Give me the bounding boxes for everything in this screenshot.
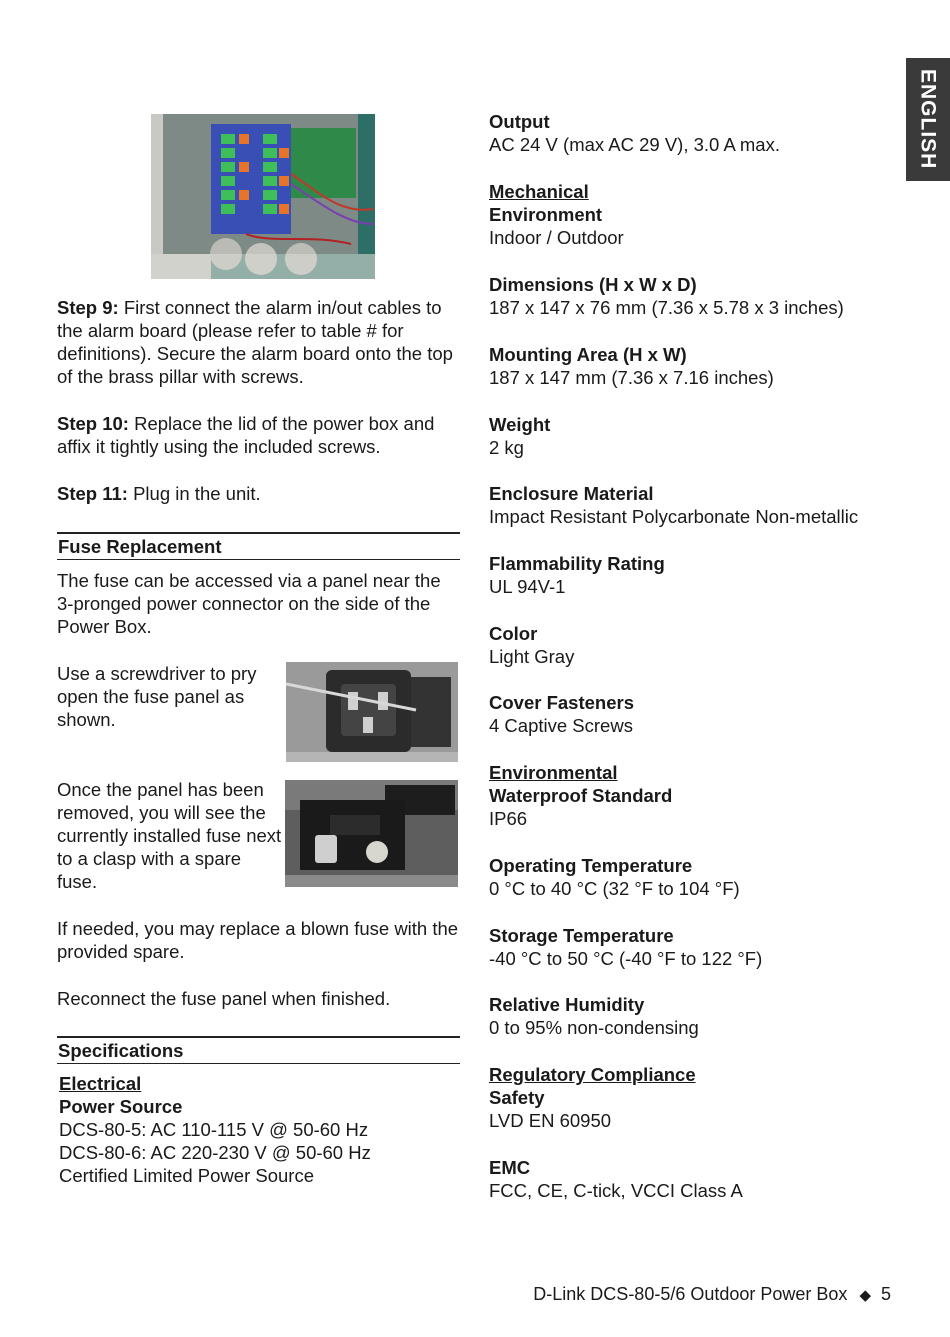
- fuse-replace-text: If needed, you may replace a blown fuse with the provided spare.: [57, 918, 459, 962]
- alarm-board-photo: [151, 114, 375, 279]
- electrical-title: Electrical: [59, 1073, 142, 1094]
- power-source-line-1: DCS-80-5: AC 110-115 V @ 50-60 Hz: [59, 1119, 369, 1140]
- spec-flammability-value: UL 94V-1: [489, 576, 566, 597]
- spec-waterproof-value: IP66: [489, 808, 528, 829]
- spec-output-label: Output: [489, 111, 550, 132]
- fuse-screwdriver-text: Use a screwdriver to pry open the fuse panel as shown.: [57, 663, 257, 730]
- spec-weight: [489, 413, 550, 459]
- fuse-reconnect-text: Reconnect the fuse panel when finished.: [57, 988, 391, 1009]
- spec-humidity-label: Relative Humidity: [489, 994, 645, 1015]
- spec-emc: [489, 1156, 743, 1202]
- regulatory-title: Regulatory Compliance: [489, 1064, 696, 1085]
- spec-operating-value: 0 °C to 40 °C (32 °F to 104 °F): [489, 878, 740, 899]
- language-tab: [906, 58, 950, 181]
- spec-fasteners: [489, 691, 634, 737]
- power-source-line-3: Certified Limited Power Source: [59, 1165, 314, 1186]
- electrical-spec: [59, 1072, 464, 1187]
- step-10-text: Replace the lid of the power box and affix it tightly using the included screws.: [57, 413, 435, 457]
- step-10: [57, 412, 457, 458]
- spec-enclosure: [489, 482, 858, 528]
- language-tab-label: ENGLISH: [916, 69, 940, 170]
- fuse-panel-photo: [286, 662, 458, 762]
- spec-environmental: [489, 761, 672, 830]
- step-11-label: Step 11:: [57, 483, 128, 504]
- spec-flammability-label: Flammability Rating: [489, 553, 665, 574]
- environmental-title: Environmental: [489, 762, 618, 783]
- spec-humidity: [489, 993, 699, 1039]
- spec-humidity-value: 0 to 95% non-condensing: [489, 1017, 699, 1038]
- spec-color: [489, 622, 574, 668]
- spec-emc-value: FCC, CE, C-tick, VCCI Class A: [489, 1180, 743, 1201]
- step-11: [57, 482, 457, 505]
- step-9: [57, 296, 457, 388]
- mechanical-title: Mechanical: [489, 181, 589, 202]
- spec-flammability: [489, 552, 665, 598]
- spec-storage-value: -40 °C to 50 °C (-40 °F to 122 °F): [489, 948, 763, 969]
- spec-fasteners-value: 4 Captive Screws: [489, 715, 633, 736]
- step-9-text: First connect the alarm in/out cables to the alarm board (please refer to table # for definitions). Secure the alarm board onto the top of the brass pillar with screws.: [57, 297, 453, 387]
- spec-environment-value: Indoor / Outdoor: [489, 227, 624, 248]
- spec-mounting: [489, 343, 774, 389]
- fuse-intro: The fuse can be accessed via a panel near the 3-pronged power connector on the side of the Power Box.: [57, 570, 441, 637]
- spec-weight-value: 2 kg: [489, 437, 524, 458]
- spec-environment-label: Environment: [489, 204, 603, 225]
- power-source-label: Power Source: [59, 1096, 183, 1117]
- spec-weight-label: Weight: [489, 414, 551, 435]
- spec-output-value: AC 24 V (max AC 29 V), 3.0 A max.: [489, 134, 780, 155]
- spec-mechanical: [489, 180, 624, 249]
- spec-storage-temp: [489, 924, 762, 970]
- spec-safety-value: LVD EN 60950: [489, 1110, 612, 1131]
- power-source-line-2: DCS-80-6: AC 220-230 V @ 50-60 Hz: [59, 1142, 371, 1163]
- spec-emc-label: EMC: [489, 1157, 531, 1178]
- spec-waterproof-label: Waterproof Standard: [489, 785, 673, 806]
- spec-operating-temp: [489, 854, 740, 900]
- spec-safety-label: Safety: [489, 1087, 545, 1108]
- spec-color-value: Light Gray: [489, 646, 575, 667]
- spec-enclosure-label: Enclosure Material: [489, 483, 654, 504]
- fuse-panel-removed-text: Once the panel has been removed, you will see the currently installed fuse next to a clasp with a spare fuse.: [57, 779, 282, 892]
- spec-dimensions-label: Dimensions (H x W x D): [489, 274, 697, 295]
- spec-enclosure-value: Impact Resistant Polycarbonate Non-metallic: [489, 506, 859, 527]
- step-9-label: Step 9:: [57, 297, 119, 318]
- step-10-label: Step 10:: [57, 413, 129, 434]
- spec-operating-label: Operating Temperature: [489, 855, 693, 876]
- fuse-replacement-heading: Fuse Replacement: [57, 532, 460, 560]
- step-11-text: Plug in the unit.: [127, 483, 261, 504]
- spec-mounting-value: 187 x 147 mm (7.36 x 7.16 inches): [489, 367, 774, 388]
- spec-dimensions-value: 187 x 147 x 76 mm (7.36 x 5.78 x 3 inches): [489, 297, 844, 318]
- spec-dimensions: [489, 273, 844, 319]
- spec-fasteners-label: Cover Fasteners: [489, 692, 634, 713]
- spec-output: [489, 110, 780, 156]
- diamond-icon: ◆: [859, 1287, 871, 1304]
- page-footer: [0, 1283, 891, 1307]
- specifications-heading: Specifications: [57, 1036, 460, 1064]
- footer-title: D-Link DCS-80-5/6 Outdoor Power Box: [533, 1284, 848, 1304]
- spec-storage-label: Storage Temperature: [489, 925, 674, 946]
- spec-mounting-label: Mounting Area (H x W): [489, 344, 687, 365]
- spare-fuse-photo: [285, 780, 458, 887]
- spec-regulatory: [489, 1063, 696, 1132]
- spec-color-label: Color: [489, 623, 538, 644]
- page-number: 5: [880, 1284, 891, 1304]
